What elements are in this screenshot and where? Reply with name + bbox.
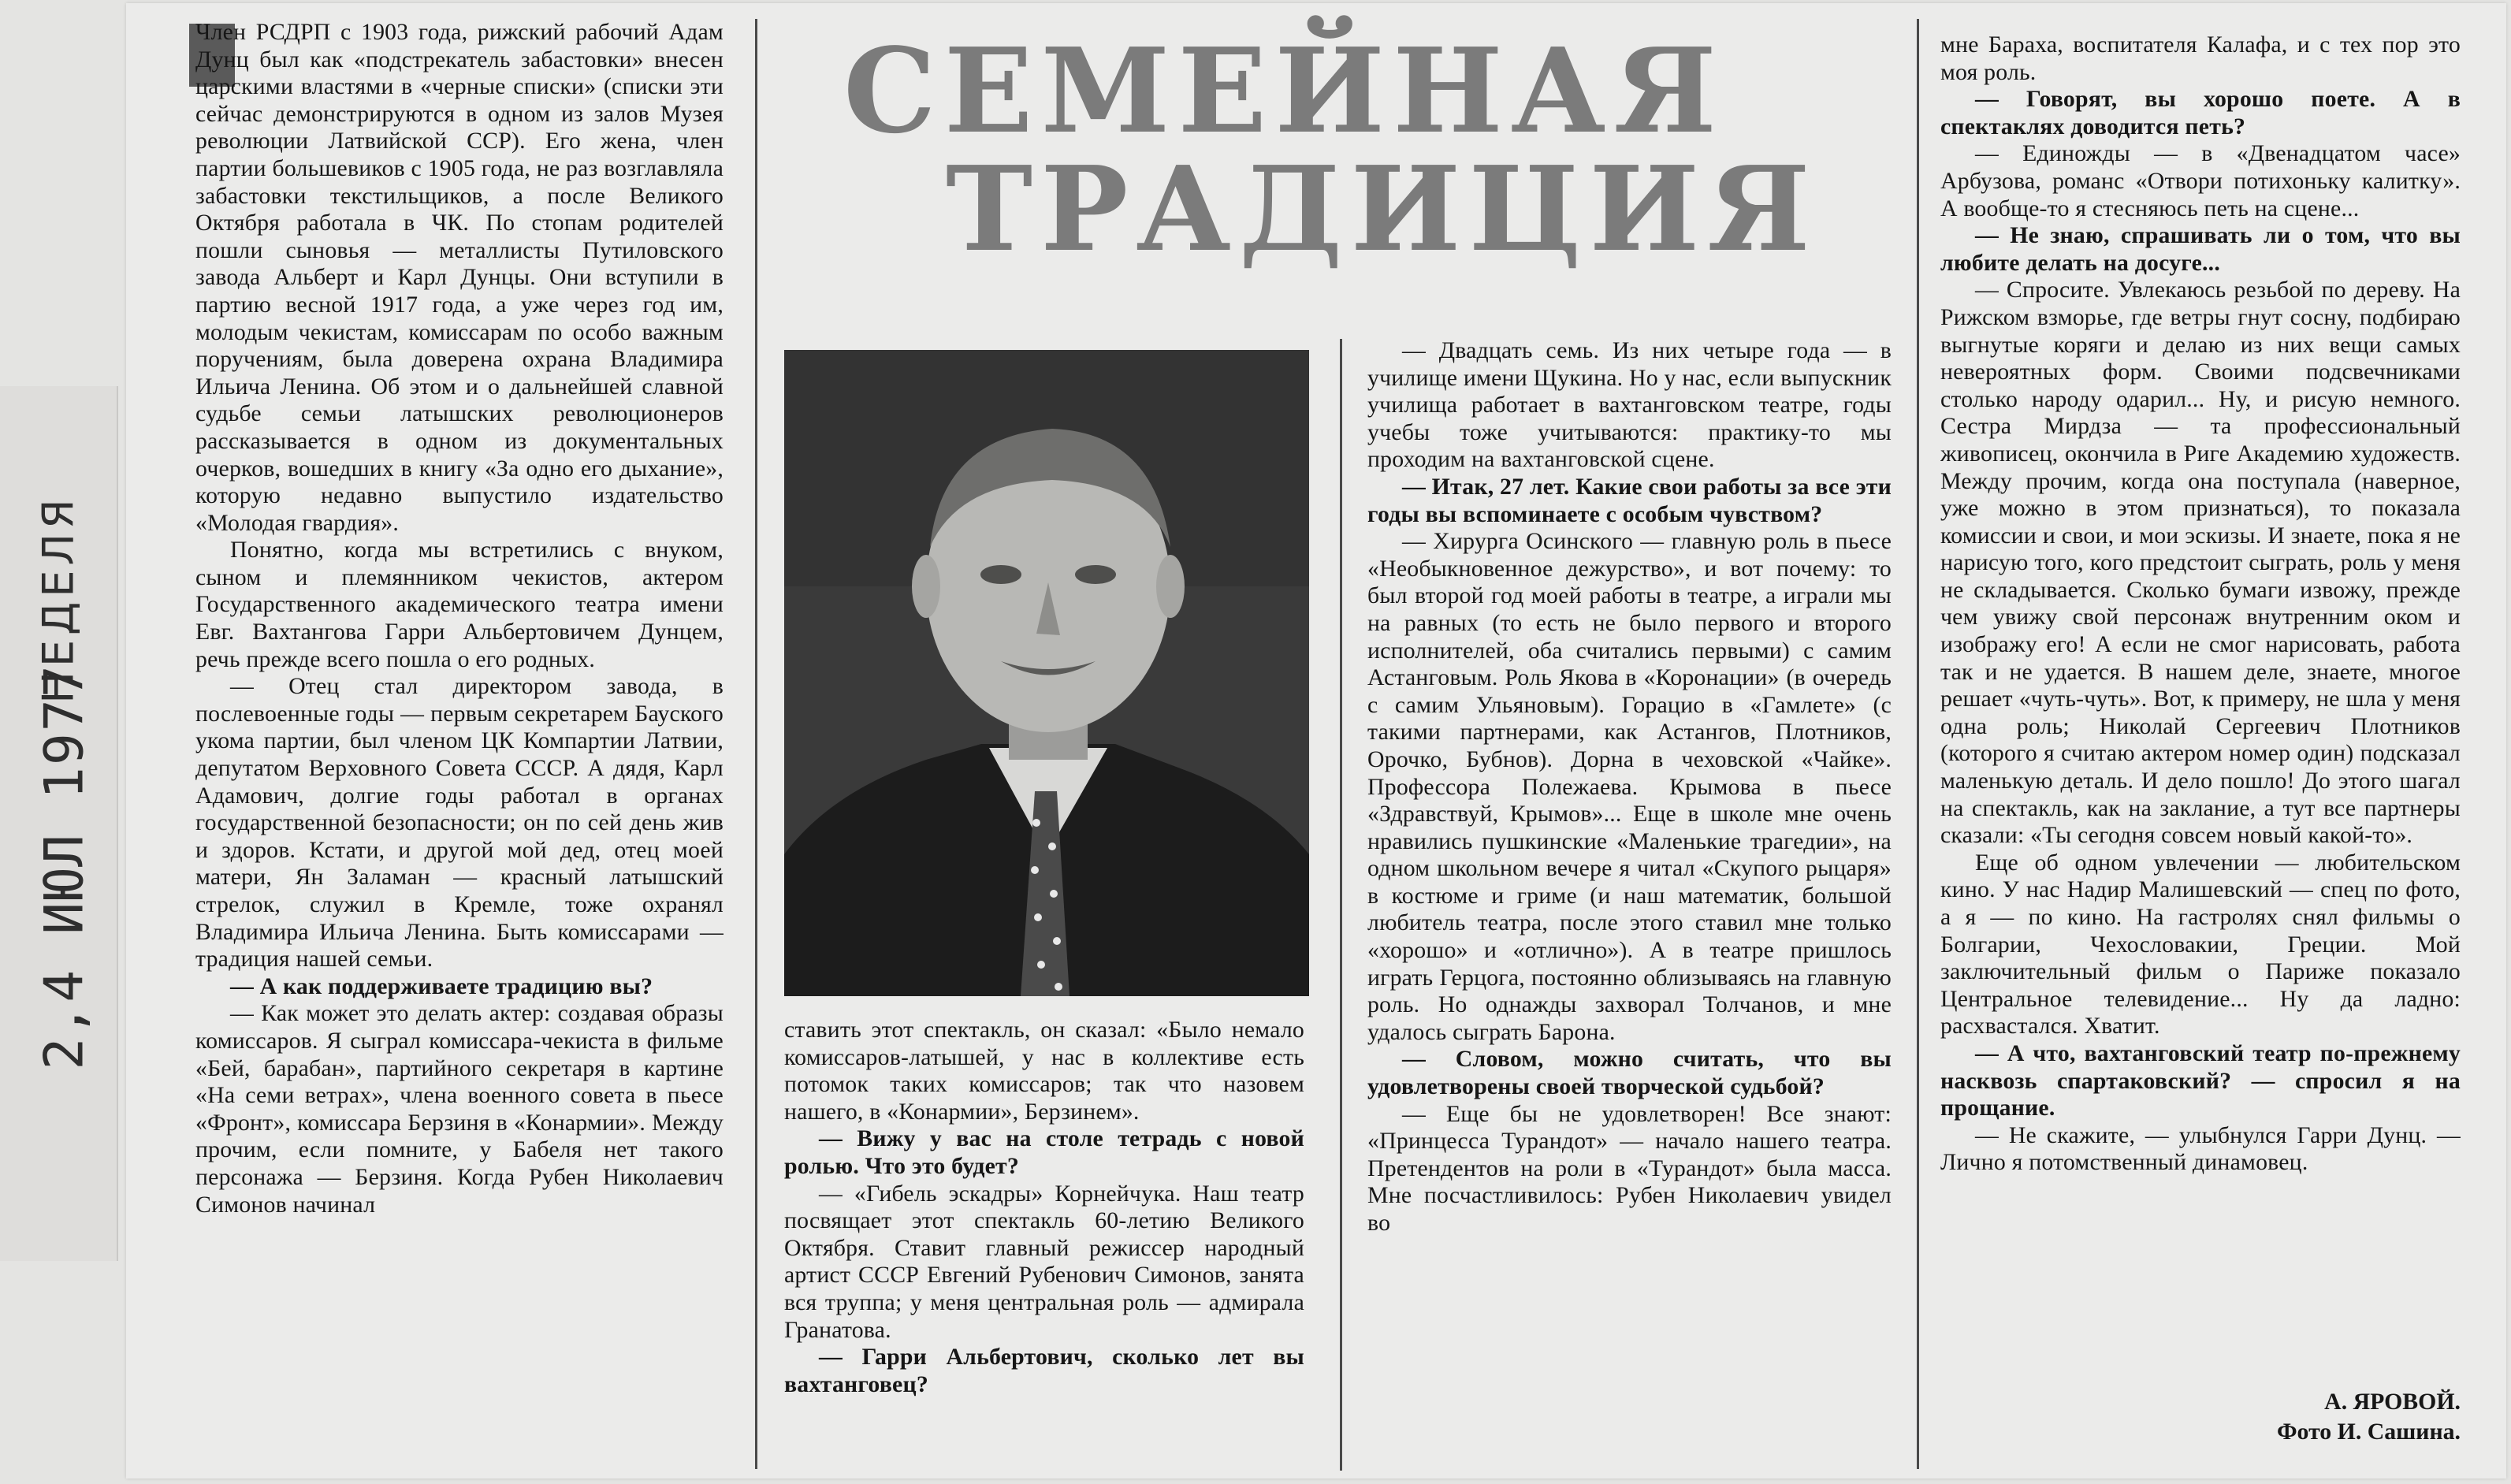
article-paragraph: — Двадцать семь. Из них четыре года — в училище имени Щукина. Но у нас, если выпускник училища работает в вахтанговском театре, годы учебы тоже учитываются: практику-то мы проходим на вахтанговской сцене. (1367, 337, 1892, 473)
portrait-illustration (784, 350, 1309, 996)
portrait-photo (784, 350, 1309, 996)
date-stamp: 2,4 ИЮЛ 1977 (33, 664, 96, 1070)
article-paragraph: — Единожды — в «Двенадцатом часе» Арбузова, романс «Отвори потихоньку калитку». А вообще-то я стесняюсь петь на сцене... (1940, 140, 2461, 221)
column-rule (1917, 19, 1919, 1469)
interview-question: — Гарри Альбертович, сколько лет вы вахтанговец? (784, 1344, 1304, 1397)
article-paragraph: — «Гибель эскадры» Корнейчука. Наш театр посвящает этот спектакль 60-летию Великого Октября. Ставит главный режиссер народный артист СССР Евгений Рубенович Симонов, занята вся труппа; у меня центральная роль — адмирала Гранатова. (784, 1180, 1304, 1343)
interview-question: — Вижу у вас на столе тетрадь с новой ролью. Что это будет? (784, 1125, 1304, 1179)
article-paragraph: — Отец стал директором завода, в послевоенные годы — первым секретарем Бауского укома партии, был членом ЦК Компартии Латвии, депутатом Верховного Совета СССР. А дядя, Карл Адамович, долгие годы работал в органах государственной безопасности; он по сей день жив и здоров. Кстати, и другой мой дед, отец моей матери, Ян Заламан — красный латышский стрелок, служил в Кремле, тоже охранял Владимира Ильича Ленина. Быть комиссарами — традиция нашей семьи. (195, 673, 724, 973)
interview-question: — А что, вахтанговский театр по-прежнему насквозь спартаковский? — спросил я на прощание. (1940, 1040, 2461, 1121)
article-paragraph: — Не скажите, — улыбнулся Гарри Дунц. — Лично я потомственный динамовец. (1940, 1121, 2461, 1176)
article-paragraph: мне Бараха, воспитателя Калафа, и с тех пор это моя роль. (1940, 32, 2461, 85)
article-headline (843, 22, 1818, 277)
photo-credit: Фото И. Сашина. (2276, 1419, 2461, 1445)
interview-question: — Итак, 27 лет. Какие свои работы за все эти годы вы вспоминаете с особым чувством? (1367, 473, 1892, 527)
article-paragraph: Понятно, когда мы встретились с внуком, сыном и племянником чекистов, актером Государственного академического театра имени Евг. Вахтангова Гарри Альбертовичем Дунцем, речь прежде всего пошла о его родных. (195, 537, 724, 672)
article-paragraph: — Еще бы не удовлетворен! Все знают: «Принцесса Турандот» — начало нашего театра. Претендентов на роли в «Турандот» была масса. Мне посчастливилось: Рубен Николаевич увидел во (1367, 1100, 1892, 1236)
article-column-1 (195, 19, 724, 1469)
interview-question: — Говорят, вы хорошо поете. А в спектаклях доводится петь? (1940, 86, 2461, 139)
column-rule (1340, 339, 1342, 1471)
article-paragraph: — Хирурга Осинского — главную роль в пьесе «Необыкновенное дежурство», и вот почему: то был второй год моей работы в театре, а играли мы на равных (то есть не было первого и второго исполнителей, оба считались первыми) с самим Астанговым. Роль Якова в «Коронации» (в очередь с самим Ульяновым). Горацио в «Гамлете» (с такими партнерами, как Астангов, Плотников, Орочко, Бубнов). Дорна в чеховской «Чайке». Профессора Полежаева. Крымова в пьесе «Здравствуй, Крымов»... Еще в школе мне очень нравились пушкинские «Маленькие трагедии», на одном школьном вечере я читал «Скупого рыцаря» в костюме и гриме (и наш математик, большой любитель театра, после этого ставил мне только «хорошо» и «отлично»). А в театре пришлось играть Герцога, постоянно облизываясь на главную роль. Но однажды захворал Толчанов, и мне удалось сыграть Барона. (1367, 528, 1892, 1045)
interview-question: — Словом, можно считать, что вы удовлетворены своей творческой судьбой? (1367, 1046, 1892, 1100)
interview-question: — А как поддерживаете традицию вы? (230, 973, 653, 999)
source-label: НЕДЕЛЯ (33, 494, 84, 704)
article-paragraph: ставить этот спектакль, он сказал: «Было немало комиссаров-латышей, у нас в коллективе есть потомок таких комиссаров; так что назовем нашего, в «Конармии», Берзинем». (784, 1017, 1304, 1125)
headline-line-1: СЕМЕЙНАЯ (843, 22, 1724, 159)
article-column-4 (1940, 32, 2461, 1379)
article-paragraph: — Как может это делать актер: создавая образы комиссаров. Я сыграл комиссара-чекиста в фильме «Бей, барабан», партийного секретаря в картине «На семи ветрах», члена военного совета в пьесе «Фронт», комиссара Берзиня в «Конармии». Между прочим, если помните, у Бабеля нет такого персонажа — Берзиня. Когда Рубен Николаевич Симонов начинал (195, 1000, 724, 1218)
headline-line-2: ТРАДИЦИЯ (946, 140, 1818, 277)
article-paragraph: Член РСДРП с 1903 года, рижский рабочий Адам Дунц был как «подстрекатель забастовки» внесен царскими властями в «черные списки» (списки эти сейчас демонстрируются в одном из залов Музея революции Латвийской ССР). Его жена, член партии большевиков с 1905 года, не раз возглавляла забастовки текстильщиков, а после Великого Октября работала в ЧК. По стопам родителей пошли сыновья — металлисты Путиловского завода Альберт и Карл Дунцы. Они вступили в партию весной 1917 года, а уже через год им, молодым чекистам, комиссарам по особо важным поручениям, была доверена охрана Владимира Ильича Ленина. Об этом и о дальнейшей славной судьбе семьи латышских революционеров рассказывается в одном из документальных очерков, вошедших в книгу «За одно его дыхание», которую недавно выпустило издательство «Молодая гвардия». (195, 19, 724, 536)
author-signature: А. ЯРОВОЙ. (2324, 1389, 2461, 1415)
article-column-2 (784, 1017, 1304, 1474)
column-rule (755, 19, 757, 1469)
article-paragraph: Еще об одном увлечении — любительском кино. У нас Надир Малишевский — спец по фото, а я — по кино. На гастролях снял фильмы о Болгарии, Чехословакии, Греции. Мой заключительный фильм о Париже показало Центральное телевидение... Ну да ладно: расхвастался. Хватит. (1940, 849, 2461, 1040)
article-column-3 (1367, 337, 1892, 1472)
article-paragraph: — Спросите. Увлекаюсь резьбой по дереву. На Рижском взморье, где ветры гнут сосну, подбираю выгнутые коряги и делаю из них вещи самых невероятных форм. Своими подсвечниками столько народу одарил... Ну, и рисую немного. Сестра Мирдза — та профессиональный живописец, окончила в Риге Академию художеств. Между прочим, когда она поступала (наверное, уже можно в этом признаться), то показала комиссии и свои, и мои эскизы. И знаете, пока я не нарисую того, кого предстоит сыграть, роль у меня не складывается. Сколько бумаги извожу, прежде чем увижу свой персонаж внутренним оком и изображу его! А если не смог нарисовать, работа так и не удается. В нашем деле, знаете, многое решает «чуть-чуть». Вот, к примеру, не шла у меня одна роль; Николай Сергеевич Плотников (которого я считаю актером номер один) подсказал маленькую деталь. И дело пошло! До этого шагал на спектакль, как на заклание, а тут все партнеры сказали: «Ты сегодня совсем новый какой-то». (1940, 277, 2461, 849)
interview-question: — Не знаю, спрашивать ли о том, что вы любите делать на досуге... (1940, 222, 2461, 276)
